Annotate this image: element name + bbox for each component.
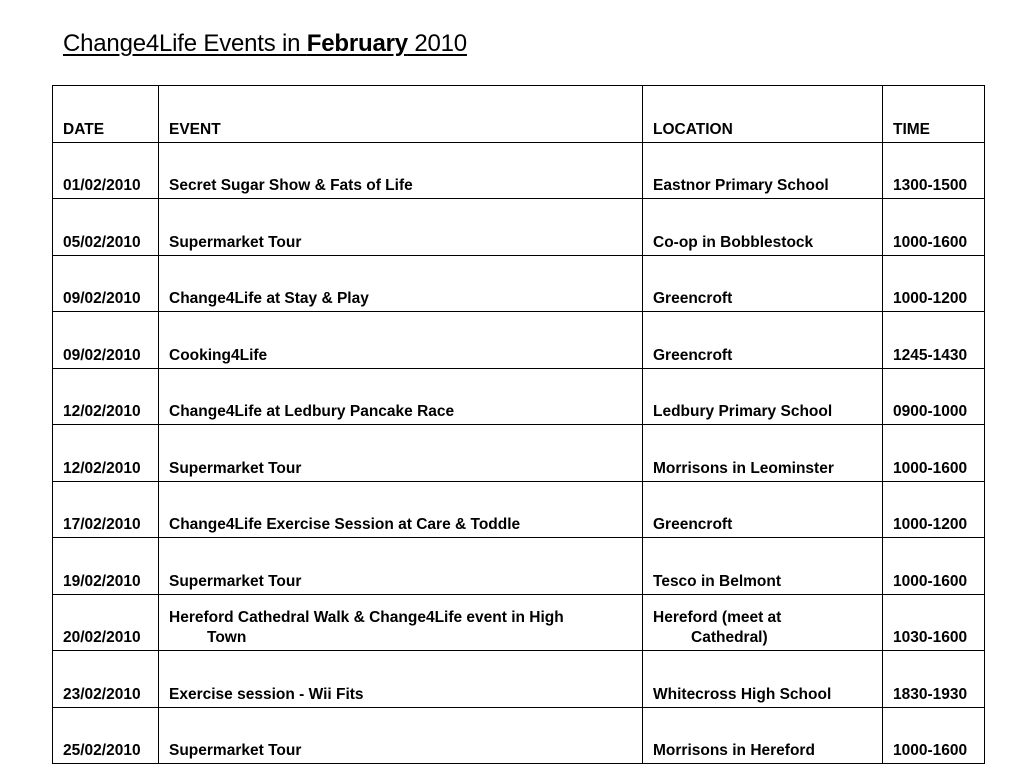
cell-time: 0900-1000 xyxy=(883,368,985,425)
cell-time: 1830-1930 xyxy=(883,651,985,708)
cell-location: Greencroft xyxy=(643,481,883,538)
cell-location: Whitecross High School xyxy=(643,651,883,708)
cell-location: Greencroft xyxy=(643,255,883,312)
cell-event: Secret Sugar Show & Fats of Life xyxy=(159,142,643,199)
cell-location-line2: Cathedral) xyxy=(691,629,768,646)
cell-date: 12/02/2010 xyxy=(53,425,159,482)
cell-date: 05/02/2010 xyxy=(53,199,159,256)
cell-time: 1030-1600 xyxy=(883,594,985,651)
cell-event: Supermarket Tour xyxy=(159,199,643,256)
cell-time: 1000-1600 xyxy=(883,425,985,482)
cell-time: 1000-1200 xyxy=(883,481,985,538)
cell-time: 1000-1200 xyxy=(883,255,985,312)
cell-event: Cooking4Life xyxy=(159,312,643,369)
cell-date: 09/02/2010 xyxy=(53,255,159,312)
cell-date: 23/02/2010 xyxy=(53,651,159,708)
table-row xyxy=(53,594,985,651)
table-row xyxy=(53,538,985,595)
cell-event: Change4Life at Stay & Play xyxy=(159,255,643,312)
cell-time: 1000-1600 xyxy=(883,707,985,764)
cell-location: Eastnor Primary School xyxy=(643,142,883,199)
cell-event xyxy=(159,594,643,651)
cell-event-line1: Hereford Cathedral Walk & Change4Life event in High xyxy=(169,609,564,626)
header-time: TIME xyxy=(883,86,985,143)
cell-date: 12/02/2010 xyxy=(53,368,159,425)
cell-event: Change4Life at Ledbury Pancake Race xyxy=(159,368,643,425)
header-location: LOCATION xyxy=(643,86,883,143)
cell-location: Tesco in Belmont xyxy=(643,538,883,595)
cell-location: Morrisons in Hereford xyxy=(643,707,883,764)
cell-event: Exercise session - Wii Fits xyxy=(159,651,643,708)
cell-location: Ledbury Primary School xyxy=(643,368,883,425)
table-row xyxy=(53,312,985,369)
cell-date: 20/02/2010 xyxy=(53,594,159,651)
cell-time: 1000-1600 xyxy=(883,538,985,595)
table-row xyxy=(53,142,985,199)
cell-location: Co-op in Bobblestock xyxy=(643,199,883,256)
cell-time: 1245-1430 xyxy=(883,312,985,369)
cell-date: 09/02/2010 xyxy=(53,312,159,369)
cell-event-line2: Town xyxy=(207,629,247,646)
cell-date: 01/02/2010 xyxy=(53,142,159,199)
title-month: February xyxy=(306,30,408,57)
cell-location-line1: Hereford (meet at xyxy=(653,609,782,626)
cell-event: Supermarket Tour xyxy=(159,707,643,764)
cell-location: Greencroft xyxy=(643,312,883,369)
cell-location xyxy=(643,594,883,651)
table-header-row xyxy=(53,86,985,143)
cell-date: 17/02/2010 xyxy=(53,481,159,538)
cell-time: 1300-1500 xyxy=(883,142,985,199)
cell-event: Supermarket Tour xyxy=(159,425,643,482)
cell-date: 25/02/2010 xyxy=(53,707,159,764)
header-event: EVENT xyxy=(159,86,643,143)
cell-date: 19/02/2010 xyxy=(53,538,159,595)
table-row xyxy=(53,481,985,538)
cell-event: Supermarket Tour xyxy=(159,538,643,595)
table-row xyxy=(53,425,985,482)
table-row xyxy=(53,255,985,312)
cell-time: 1000-1600 xyxy=(883,199,985,256)
table-row xyxy=(53,368,985,425)
cell-location: Morrisons in Leominster xyxy=(643,425,883,482)
title-suffix: 2010 xyxy=(407,30,467,57)
events-table xyxy=(52,85,985,764)
table-row xyxy=(53,199,985,256)
title-prefix: Change4Life Events in xyxy=(63,30,307,57)
page-title xyxy=(63,29,467,59)
cell-event: Change4Life Exercise Session at Care & Toddle xyxy=(159,481,643,538)
table-row xyxy=(53,707,985,764)
table-row xyxy=(53,651,985,708)
header-date: DATE xyxy=(53,86,159,143)
